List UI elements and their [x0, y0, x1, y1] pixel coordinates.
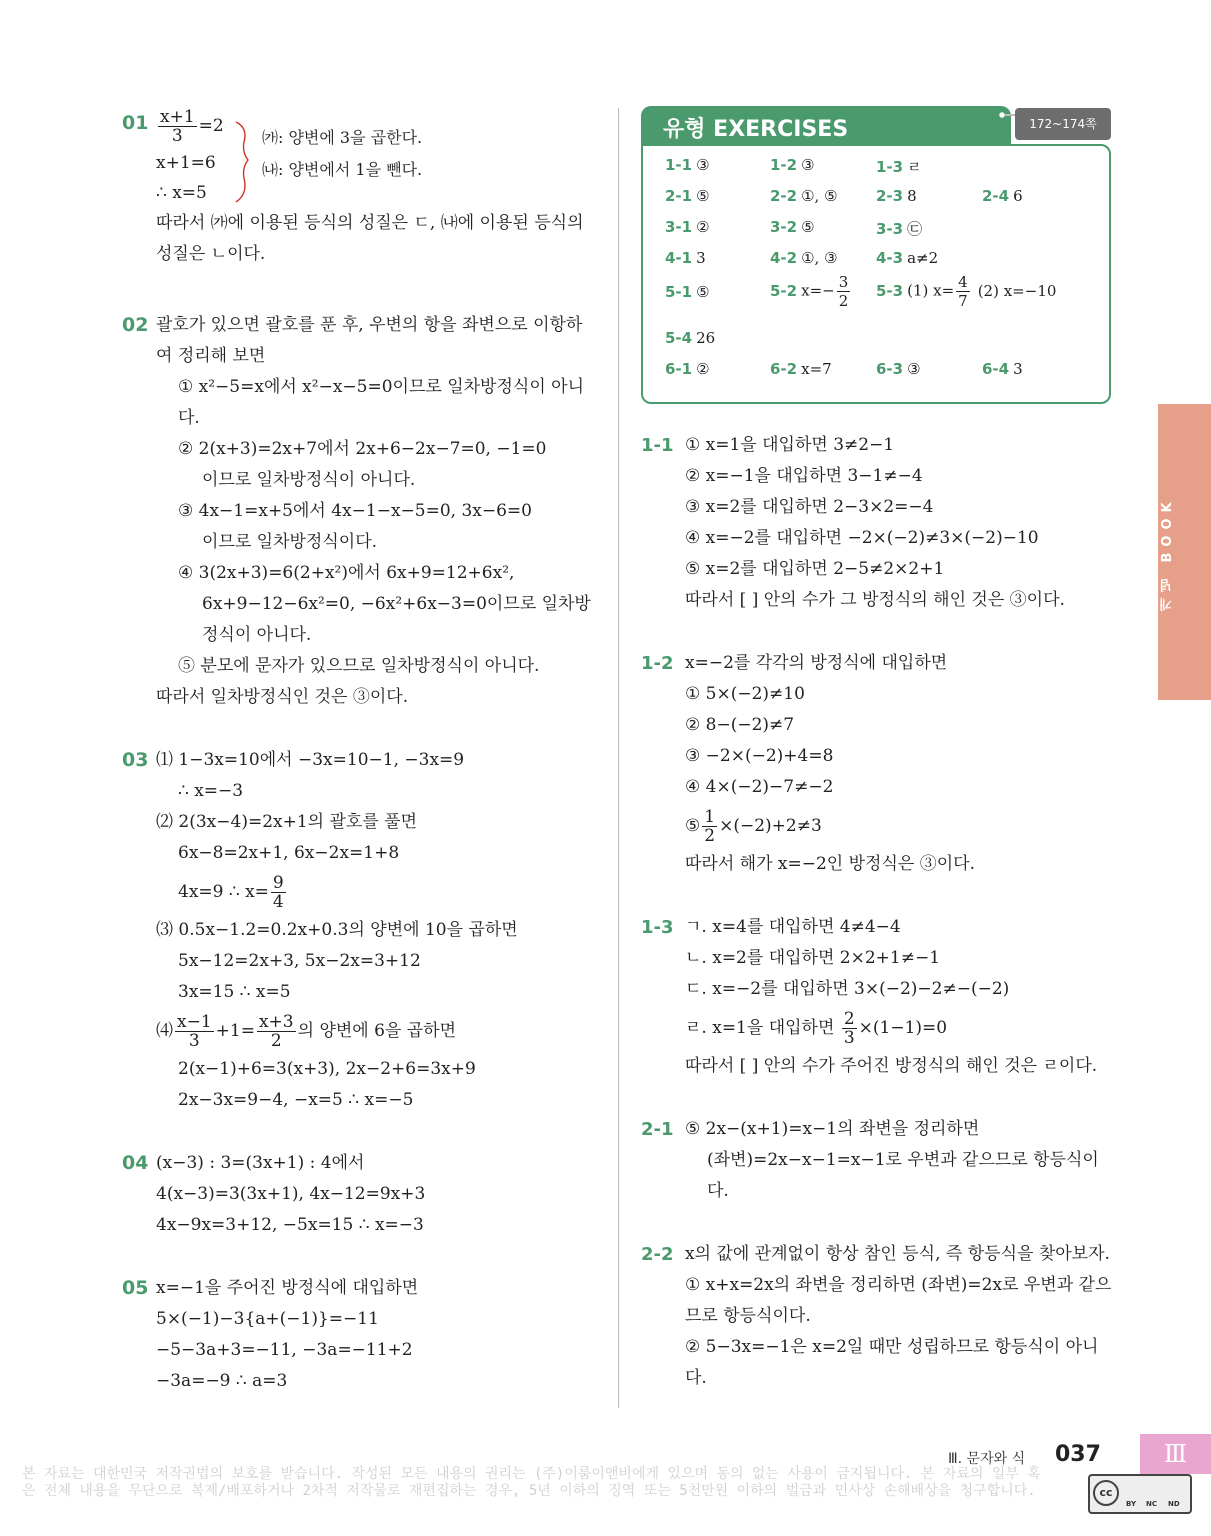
- problem-02: [122, 310, 597, 713]
- part-4-line-2: 2(x−1)+6=3(x+3), 2x−2+6=3x+9: [178, 1059, 476, 1079]
- answer-tail: (2) x=−10: [977, 281, 1057, 300]
- answer-5-3: [876, 273, 1056, 310]
- part-2-line-3: 4x=9 ∴ x= $\frac{9}{4}$: [178, 873, 284, 912]
- solution-number: 1-1: [641, 435, 674, 456]
- part-1-line-2: ∴ x=−3: [178, 781, 244, 801]
- answer-4-1: [665, 249, 706, 267]
- line-3: 4x−9x=3+12, −5x=15 ∴ x=−3: [156, 1215, 424, 1235]
- item-3b: 이므로 일차방정식이다.: [202, 532, 378, 552]
- answer-value: ②: [696, 218, 710, 236]
- fraction: $\frac{9}{4}$: [272, 873, 284, 912]
- fraction: $\frac{2}{3}$: [843, 1009, 855, 1048]
- answer-key: 5-3: [876, 281, 904, 300]
- exercises-answers: [641, 144, 1111, 404]
- problem-number: 03: [122, 749, 149, 771]
- answer-value: ③: [696, 156, 710, 174]
- left-column: [122, 108, 597, 1397]
- nc-label: NC: [1146, 1500, 1157, 1508]
- answer-4-2: [770, 249, 838, 267]
- conclusion-text: 따라서 ㈎에 이용된 등식의 성질은 ㄷ, ㈏에 이용된 등식의 성질은 ㄴ이다.: [156, 213, 584, 264]
- part-3-line-1: ⑶ 0.5x−1.2=0.2x+0.3의 양변에 10을 곱하면: [156, 920, 518, 940]
- right-column: [641, 430, 1113, 1394]
- answer-value: x=7: [801, 360, 832, 378]
- answer-key: 4-1: [665, 249, 693, 267]
- line-1: ⑤ 2x−(x+1)=x−1의 좌변을 정리하면: [685, 1119, 980, 1139]
- answer-key: 4-2: [770, 249, 798, 267]
- part-3-line-3: 3x=15 ∴ x=5: [178, 982, 291, 1002]
- answer-key: 2-4: [982, 187, 1010, 205]
- solution-number: 1-3: [641, 917, 674, 938]
- item-5: ⑤ 분모에 문자가 있으므로 일차방정식이 아니다.: [178, 656, 540, 676]
- line-4: ㄹ. x=1을 대입하면 $\frac{2}{3}$ ×(1−1)=0: [685, 1009, 948, 1048]
- line-2: ② 5−3x=−1은 x=2일 때만 성립하므로 항등식이 아니다.: [685, 1337, 1099, 1388]
- line-1: ① x+x=2x의 좌변을 정리하면 (좌변)=2x로 우변과 같으므로 항등식이다.: [685, 1275, 1112, 1326]
- answer-value: ②: [696, 360, 710, 378]
- answer-1-1: [665, 156, 710, 174]
- answer-key: 3-1: [665, 218, 693, 236]
- answer-6-1: [665, 360, 710, 378]
- solution-1-1: [641, 430, 1113, 616]
- answer-value: (1) x=: [907, 281, 955, 300]
- chapter-label: Ⅲ. 문자와 식: [948, 1451, 1026, 1467]
- conclusion-text: 따라서 일차방정식인 것은 ③이다.: [156, 687, 409, 707]
- part-2-line-1: ⑵ 2(3x−4)=2x+1의 괄호를 풀면: [156, 812, 417, 832]
- line-0: x=−2를 각각의 방정식에 대입하면: [685, 653, 948, 673]
- note-a: ㈎: 양변에 3을 곱한다.: [262, 128, 423, 147]
- cc-icon: cc: [1093, 1480, 1119, 1506]
- problem-04: [122, 1148, 597, 1241]
- answer-5-1: [665, 283, 710, 301]
- nd-label: ND: [1168, 1500, 1180, 1508]
- line-3: ③ x=2를 대입하면 2−3×2=−4: [685, 497, 934, 517]
- line-4: −3a=−9 ∴ a=3: [156, 1371, 288, 1391]
- line-4: ④ 4×(−2)−7≠−2: [685, 777, 834, 797]
- line-6: 따라서 해가 x=−2인 방정식은 ③이다.: [685, 854, 975, 874]
- answer-key: 6-2: [770, 360, 798, 378]
- line-4: ④ x=−2를 대입하면 −2×(−2)≠3×(−2)−10: [685, 528, 1039, 548]
- item-2b: 이므로 일차방정식이 아니다.: [202, 470, 416, 490]
- side-tab[interactable]: [1158, 404, 1211, 700]
- column-divider: [618, 108, 619, 1408]
- problem-03: [122, 745, 597, 1116]
- line-3: −5−3a+3=−11, −3a=−11+2: [156, 1340, 413, 1360]
- answer-key: 4-3: [876, 249, 904, 267]
- answer-6-4: [982, 360, 1023, 378]
- line-5: 따라서 [ ] 안의 수가 주어진 방정식의 해인 것은 ㄹ이다.: [685, 1056, 1098, 1076]
- part-2-line-2: 6x−8=2x+1, 6x−2x=1+8: [178, 843, 400, 863]
- line-2: (좌변)=2x−x−1=x−1로 우변과 같으므로 항등식이다.: [707, 1150, 1099, 1201]
- eq-line-1: $\frac{x+1}{3}$ =2: [160, 107, 224, 146]
- problem-number: 04: [122, 1152, 149, 1174]
- problem-number: 02: [122, 314, 149, 336]
- line-5: ⑤ $\frac{1}{2}$ ×(−2)+2≠3: [685, 807, 822, 846]
- problem-number: 01: [122, 112, 149, 134]
- solution-number: 1-2: [641, 653, 674, 674]
- item-2a: ② 2(x+3)=2x+7에서 2x+6−2x−7=0, −1=0: [178, 439, 547, 459]
- line-2: ② 8−(−2)≠7: [685, 715, 795, 735]
- solution-number: 2-1: [641, 1119, 674, 1140]
- item-3a: ③ 4x−1=x+5에서 4x−1−x−5=0, 3x−6=0: [178, 501, 532, 521]
- answer-1-2: [770, 156, 815, 174]
- line-1: ㄱ. x=4를 대입하면 4≠4−4: [685, 917, 901, 937]
- answer-5-4: [665, 329, 715, 347]
- answer-2-4: [982, 187, 1023, 205]
- answer-2-1: [665, 187, 710, 205]
- answer-key: 1-2: [770, 156, 798, 174]
- answer-key: 1-3: [876, 158, 904, 176]
- chapter-roman-tab: Ⅲ: [1140, 1434, 1211, 1474]
- line-2: 5×(−1)−3{a+(−1)}=−11: [156, 1309, 379, 1329]
- answer-value: ㉢: [907, 220, 923, 238]
- answer-key: 5-1: [665, 283, 693, 301]
- part-4-line-3: 2x−3x=9−4, −x=5 ∴ x=−5: [178, 1090, 414, 1110]
- fraction: $\frac{x+3}{2}$: [258, 1012, 294, 1051]
- line-6: 따라서 [ ] 안의 수가 그 방정식의 해인 것은 ③이다.: [685, 590, 1065, 610]
- part-4-line-1: ⑷ $\frac{x-1}{3}$ +1= $\frac{x+3}{2}$ 의 양변에 6을 곱하면: [156, 1012, 457, 1051]
- line-1: (x−3) : 3=(3x+1) : 4에서: [156, 1153, 365, 1173]
- answer-key: 1-1: [665, 156, 693, 174]
- answer-1-3: [876, 156, 922, 177]
- problem-05: [122, 1273, 597, 1397]
- answer-5-2: [770, 273, 852, 310]
- line-2: ② x=−1을 대입하면 3−1≠−4: [685, 466, 923, 486]
- answer-value: 3: [1013, 360, 1023, 378]
- answer-key: 6-1: [665, 360, 693, 378]
- fraction: $\frac{x+1}{3}$: [160, 107, 195, 146]
- part-3-line-2: 5x−12=2x+3, 5x−2x=3+12: [178, 951, 421, 971]
- exercises-header: [641, 106, 1011, 146]
- answer-3-3: [876, 218, 922, 239]
- problem-number: 05: [122, 1277, 149, 1299]
- line-1: x=−1을 주어진 방정식에 대입하면: [156, 1278, 419, 1298]
- answer-value: ⑤: [696, 283, 710, 301]
- page-range-badge: 172~174쪽: [1015, 108, 1111, 140]
- answer-value: ⑤: [696, 187, 710, 205]
- solution-1-2: [641, 648, 1113, 880]
- solution-1-3: [641, 912, 1113, 1082]
- answer-6-3: [876, 360, 921, 378]
- answer-value: ③: [907, 360, 921, 378]
- answer-key: 6-3: [876, 360, 904, 378]
- item-1: ① x²−5=x에서 x²−x−5=0이므로 일차방정식이 아니다.: [178, 377, 584, 428]
- answer-value: 8: [907, 187, 917, 205]
- fraction: $\frac{1}{2}$: [704, 807, 716, 846]
- fraction: $\frac{3}{2}$: [838, 273, 849, 310]
- solution-2-2: [641, 1239, 1113, 1394]
- eq-line-2: x+1=6: [156, 153, 216, 173]
- answer-value: ⑤: [801, 218, 815, 236]
- answer-value: ①, ⑤: [801, 187, 838, 205]
- by-label: BY: [1126, 1500, 1137, 1508]
- line-3: ③ −2×(−2)+4=8: [685, 746, 834, 766]
- intro-text: 괄호가 있으면 괄호를 푼 후, 우변의 항을 좌변으로 이항하여 정리해 보면: [156, 315, 583, 366]
- fraction: $\frac{4}{7}$: [958, 273, 968, 310]
- exercises-title: 유형 EXERCISES: [663, 117, 849, 142]
- note-b: ㈏: 양변에서 1을 뺀다.: [262, 160, 423, 179]
- brace-icon: [234, 120, 254, 204]
- answer-key: 5-4: [665, 329, 693, 347]
- eq-line-3: ∴ x=5: [156, 183, 207, 203]
- solution-number: 2-2: [641, 1244, 674, 1265]
- answer-3-2: [770, 218, 815, 236]
- answer-value: a≠2: [907, 249, 939, 267]
- line-3: ㄷ. x=−2를 대입하면 3×(−2)−2≠−(−2): [685, 979, 1010, 999]
- answer-4-3: [876, 249, 938, 267]
- answer-value: ①, ③: [801, 249, 838, 267]
- answer-value: x=−: [801, 281, 835, 300]
- line-1: ① 5×(−2)≠10: [685, 684, 805, 704]
- line-5: ⑤ x=2를 대입하면 2−5≠2×2+1: [685, 559, 945, 579]
- answer-value: ㄹ: [907, 158, 922, 176]
- answer-key: 5-2: [770, 281, 798, 300]
- answer-key: 3-3: [876, 220, 904, 238]
- answer-3-1: [665, 218, 710, 236]
- cc-license-icon: [1088, 1474, 1192, 1514]
- answer-key: 2-2: [770, 187, 798, 205]
- line-0: x의 값에 관계없이 항상 참인 등식, 즉 항등식을 찾아보자.: [685, 1244, 1110, 1264]
- side-tab-label: 개념 BOOK: [1160, 496, 1175, 612]
- part-1-line-1: ⑴ 1−3x=10에서 −3x=10−1, −3x=9: [156, 750, 465, 770]
- answer-value: 6: [1013, 187, 1023, 205]
- answer-key: 2-3: [876, 187, 904, 205]
- answer-value: 26: [696, 329, 716, 347]
- item-4b: 6x+9−12−6x²=0, −6x²+6x−3=0이므로 일차방정식이 아니다.: [202, 594, 591, 645]
- answer-value: ③: [801, 156, 815, 174]
- fraction: $\frac{x-1}{3}$: [177, 1012, 212, 1051]
- answer-2-2: [770, 187, 838, 205]
- answer-2-3: [876, 187, 917, 205]
- answer-key: 6-4: [982, 360, 1010, 378]
- solution-2-1: [641, 1114, 1113, 1207]
- answer-key: 2-1: [665, 187, 693, 205]
- answer-value: 3: [696, 249, 706, 267]
- copyright-notice: 본 자료는 대한민국 저작권법의 보호를 받습니다. 작성된 모든 내용의 권리는 (주)이룸이앤비에게 있으며 동의 없는 사용이 금지됩니다. 본 자료의 일부 혹은 전체 내용을 무단으로 복제/배포하거나 2차적 저작물로 재편집하는 경우, 5년 이하의 징역 또는 5천만원 이하의 벌금과 민사상 손해배상을 청구합니다.: [22, 1466, 1041, 1499]
- item-4a: ④ 3(2x+3)=6(2+x²)에서 6x+9=12+6x²,: [178, 563, 515, 583]
- problem-01: [122, 108, 597, 270]
- answer-key: 3-2: [770, 218, 798, 236]
- line-2: ㄴ. x=2를 대입하면 2×2+1≠−1: [685, 948, 941, 968]
- exercises-box: [641, 106, 1111, 402]
- line-1: ① x=1을 대입하면 3≠2−1: [685, 435, 895, 455]
- answer-6-2: [770, 360, 832, 378]
- line-2: 4(x−3)=3(3x+1), 4x−12=9x+3: [156, 1184, 426, 1204]
- page-number: 037: [1055, 1442, 1101, 1467]
